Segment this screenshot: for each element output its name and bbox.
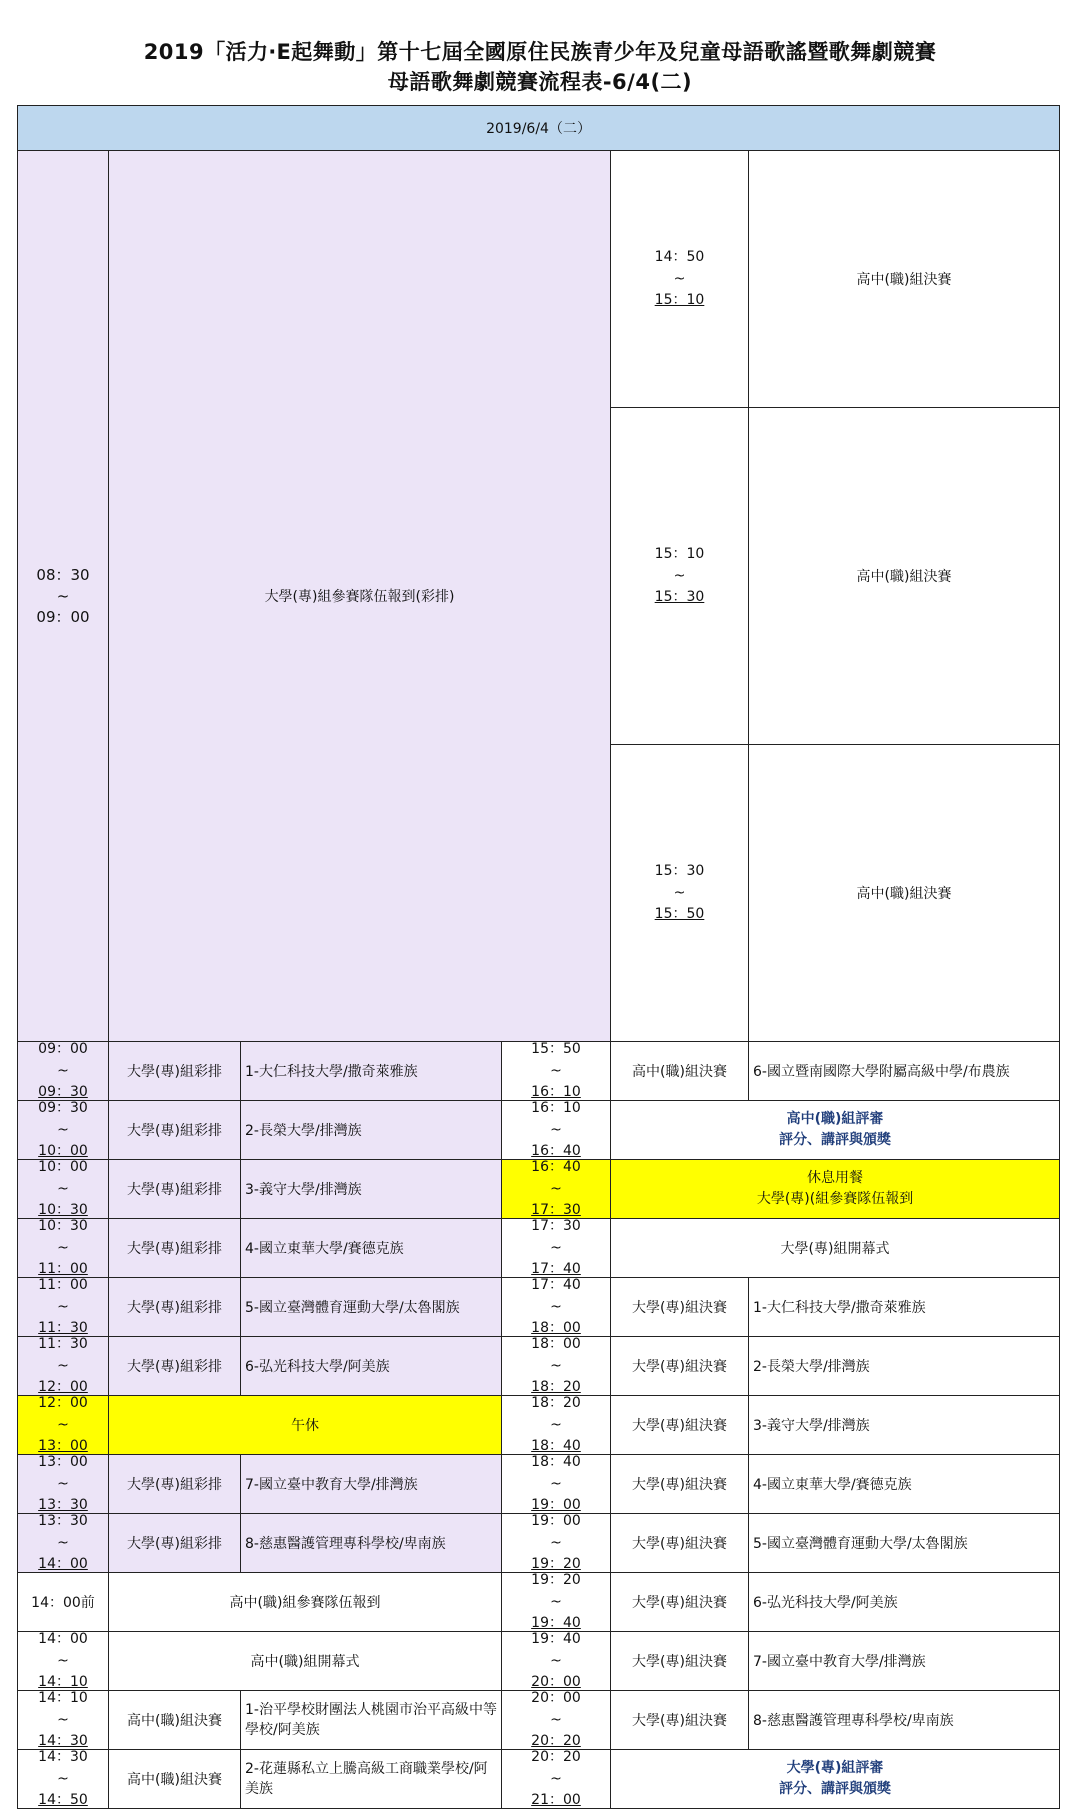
lunch-cell: 午休	[109, 1396, 502, 1455]
group-cell: 高中(職)組決賽	[749, 408, 1060, 745]
team-cell: 2-長榮大學/排灣族	[241, 1101, 502, 1160]
table-row	[18, 1573, 1060, 1632]
time-cell: 17：40 ~ 18：00	[502, 1278, 611, 1337]
team-cell: 7-國立臺中教育大學/排灣族	[749, 1632, 1060, 1691]
time-cell: 17：30 ~ 17：40	[502, 1219, 611, 1278]
team-cell: 1-大仁科技大學/撒奇萊雅族	[749, 1278, 1060, 1337]
time-cell: 15：10 ~ 15：30	[611, 408, 749, 745]
group-cell: 大學(專)組彩排	[109, 1101, 241, 1160]
time-cell: 20：20 ~ 21：00	[502, 1750, 611, 1809]
time-cell: 16：10 ~ 16：40	[502, 1101, 611, 1160]
team-cell: 5-國立臺灣體育運動大學/太魯閣族	[241, 1278, 502, 1337]
time-cell: 11：00 ~ 11：30	[18, 1278, 109, 1337]
time-cell: 10：00 ~ 10：30	[18, 1160, 109, 1219]
time-cell: 19：40 ~ 20：00	[502, 1632, 611, 1691]
time-cell: 12：00 ~ 13：00	[18, 1396, 109, 1455]
group-cell: 大學(專)組彩排	[109, 1219, 241, 1278]
time-cell: 18：00 ~ 18：20	[502, 1337, 611, 1396]
event-cell: 高中(職)組參賽隊伍報到	[109, 1573, 502, 1632]
time-cell: 16：40 ~ 17：30	[502, 1160, 611, 1219]
group-cell: 大學(專)組彩排	[109, 1455, 241, 1514]
team-cell: 4-國立東華大學/賽德克族	[749, 1455, 1060, 1514]
team-cell: 6-弘光科技大學/阿美族	[241, 1337, 502, 1396]
table-row	[18, 151, 1060, 408]
time-cell: 13：30 ~ 14：00	[18, 1514, 109, 1573]
group-cell: 高中(職)組決賽	[109, 1691, 241, 1750]
group-cell: 大學(專)組決賽	[611, 1278, 749, 1337]
time-cell: 14：00前	[18, 1573, 109, 1632]
event-cell: 大學(專)組參賽隊伍報到(彩排)	[109, 151, 611, 1042]
time-cell: 14：00 ~ 14：10	[18, 1632, 109, 1691]
table-row	[18, 1219, 1060, 1278]
time-cell: 08：30 ~ 09：00	[18, 151, 109, 1042]
group-cell: 高中(職)組決賽	[749, 151, 1060, 408]
group-cell: 大學(專)組彩排	[109, 1042, 241, 1101]
award-cell: 高中(職)組評審 評分、講評與頒獎	[611, 1101, 1060, 1160]
table-row	[18, 1396, 1060, 1455]
event-cell: 大學(專)組開幕式	[611, 1219, 1060, 1278]
group-cell: 大學(專)組決賽	[611, 1455, 749, 1514]
team-cell: 2-長榮大學/排灣族	[749, 1337, 1060, 1396]
group-cell: 高中(職)組決賽	[749, 745, 1060, 1042]
team-cell: 4-國立東華大學/賽德克族	[241, 1219, 502, 1278]
schedule-table	[17, 105, 1060, 1809]
group-cell: 大學(專)組彩排	[109, 1160, 241, 1219]
team-cell: 8-慈惠醫護管理專科學校/卑南族	[749, 1691, 1060, 1750]
group-cell: 大學(專)組彩排	[109, 1278, 241, 1337]
team-cell: 3-義守大學/排灣族	[749, 1396, 1060, 1455]
time-cell: 10：30 ~ 11：00	[18, 1219, 109, 1278]
group-cell: 大學(專)組決賽	[611, 1573, 749, 1632]
table-row	[18, 1101, 1060, 1160]
time-cell: 15：30 ~ 15：50	[611, 745, 749, 1042]
table-row	[18, 1042, 1060, 1101]
group-cell: 大學(專)組彩排	[109, 1337, 241, 1396]
time-cell: 09：00 ~ 09：30	[18, 1042, 109, 1101]
table-row	[18, 1632, 1060, 1691]
time-cell: 20：00 ~ 20：20	[502, 1691, 611, 1750]
time-cell: 13：00 ~ 13：30	[18, 1455, 109, 1514]
time-cell: 15：50 ~ 16：10	[502, 1042, 611, 1101]
document-title: 2019「活力‧E起舞動」第十七屆全國原住民族青少年及兒童母語歌謠暨歌舞劇競賽	[143, 40, 937, 64]
team-cell: 3-義守大學/排灣族	[241, 1160, 502, 1219]
table-row	[18, 1278, 1060, 1337]
time-cell: 14：10 ~ 14：30	[18, 1691, 109, 1750]
group-cell: 大學(專)組決賽	[611, 1691, 749, 1750]
time-cell: 19：20 ~ 19：40	[502, 1573, 611, 1632]
event-cell: 高中(職)組開幕式	[109, 1632, 502, 1691]
team-cell: 7-國立臺中教育大學/排灣族	[241, 1455, 502, 1514]
time-cell: 18：20 ~ 18：40	[502, 1396, 611, 1455]
team-cell: 8-慈惠醫護管理專科學校/卑南族	[241, 1514, 502, 1573]
time-cell: 14：50 ~ 15：10	[611, 151, 749, 408]
document-subtitle: 母語歌舞劇競賽流程表-6/4(二)	[387, 70, 693, 94]
date-header: 2019/6/4（二）	[18, 106, 1060, 151]
table-row	[18, 1337, 1060, 1396]
team-cell: 6-國立暨南國際大學附屬高級中學/布農族	[749, 1042, 1060, 1101]
table-row	[18, 1160, 1060, 1219]
team-cell: 6-弘光科技大學/阿美族	[749, 1573, 1060, 1632]
date-header-row	[18, 106, 1060, 151]
break-cell: 休息用餐 大學(專)(組參賽隊伍報到	[611, 1160, 1060, 1219]
group-cell: 大學(專)組決賽	[611, 1396, 749, 1455]
group-cell: 高中(職)組決賽	[109, 1750, 241, 1809]
team-cell: 1-大仁科技大學/撒奇萊雅族	[241, 1042, 502, 1101]
table-row	[18, 1514, 1060, 1573]
group-cell: 大學(專)組決賽	[611, 1337, 749, 1396]
time-cell: 14：30 ~ 14：50	[18, 1750, 109, 1809]
team-cell: 1-治平學校財團法人桃園市治平高級中等學校/阿美族	[241, 1691, 502, 1750]
time-cell: 18：40 ~ 19：00	[502, 1455, 611, 1514]
table-row	[18, 1455, 1060, 1514]
award-cell: 大學(專)組評審 評分、講評與頒獎	[611, 1750, 1060, 1809]
table-row	[18, 1691, 1060, 1750]
team-cell: 5-國立臺灣體育運動大學/太魯閣族	[749, 1514, 1060, 1573]
time-cell: 11：30 ~ 12：00	[18, 1337, 109, 1396]
group-cell: 大學(專)組決賽	[611, 1632, 749, 1691]
table-row	[18, 1750, 1060, 1809]
group-cell: 高中(職)組決賽	[611, 1042, 749, 1101]
group-cell: 大學(專)組決賽	[611, 1514, 749, 1573]
time-cell: 19：00 ~ 19：20	[502, 1514, 611, 1573]
time-cell: 09：30 ~ 10：00	[18, 1101, 109, 1160]
group-cell: 大學(專)組彩排	[109, 1514, 241, 1573]
team-cell: 2-花蓮縣私立上騰高級工商職業學校/阿美族	[241, 1750, 502, 1809]
